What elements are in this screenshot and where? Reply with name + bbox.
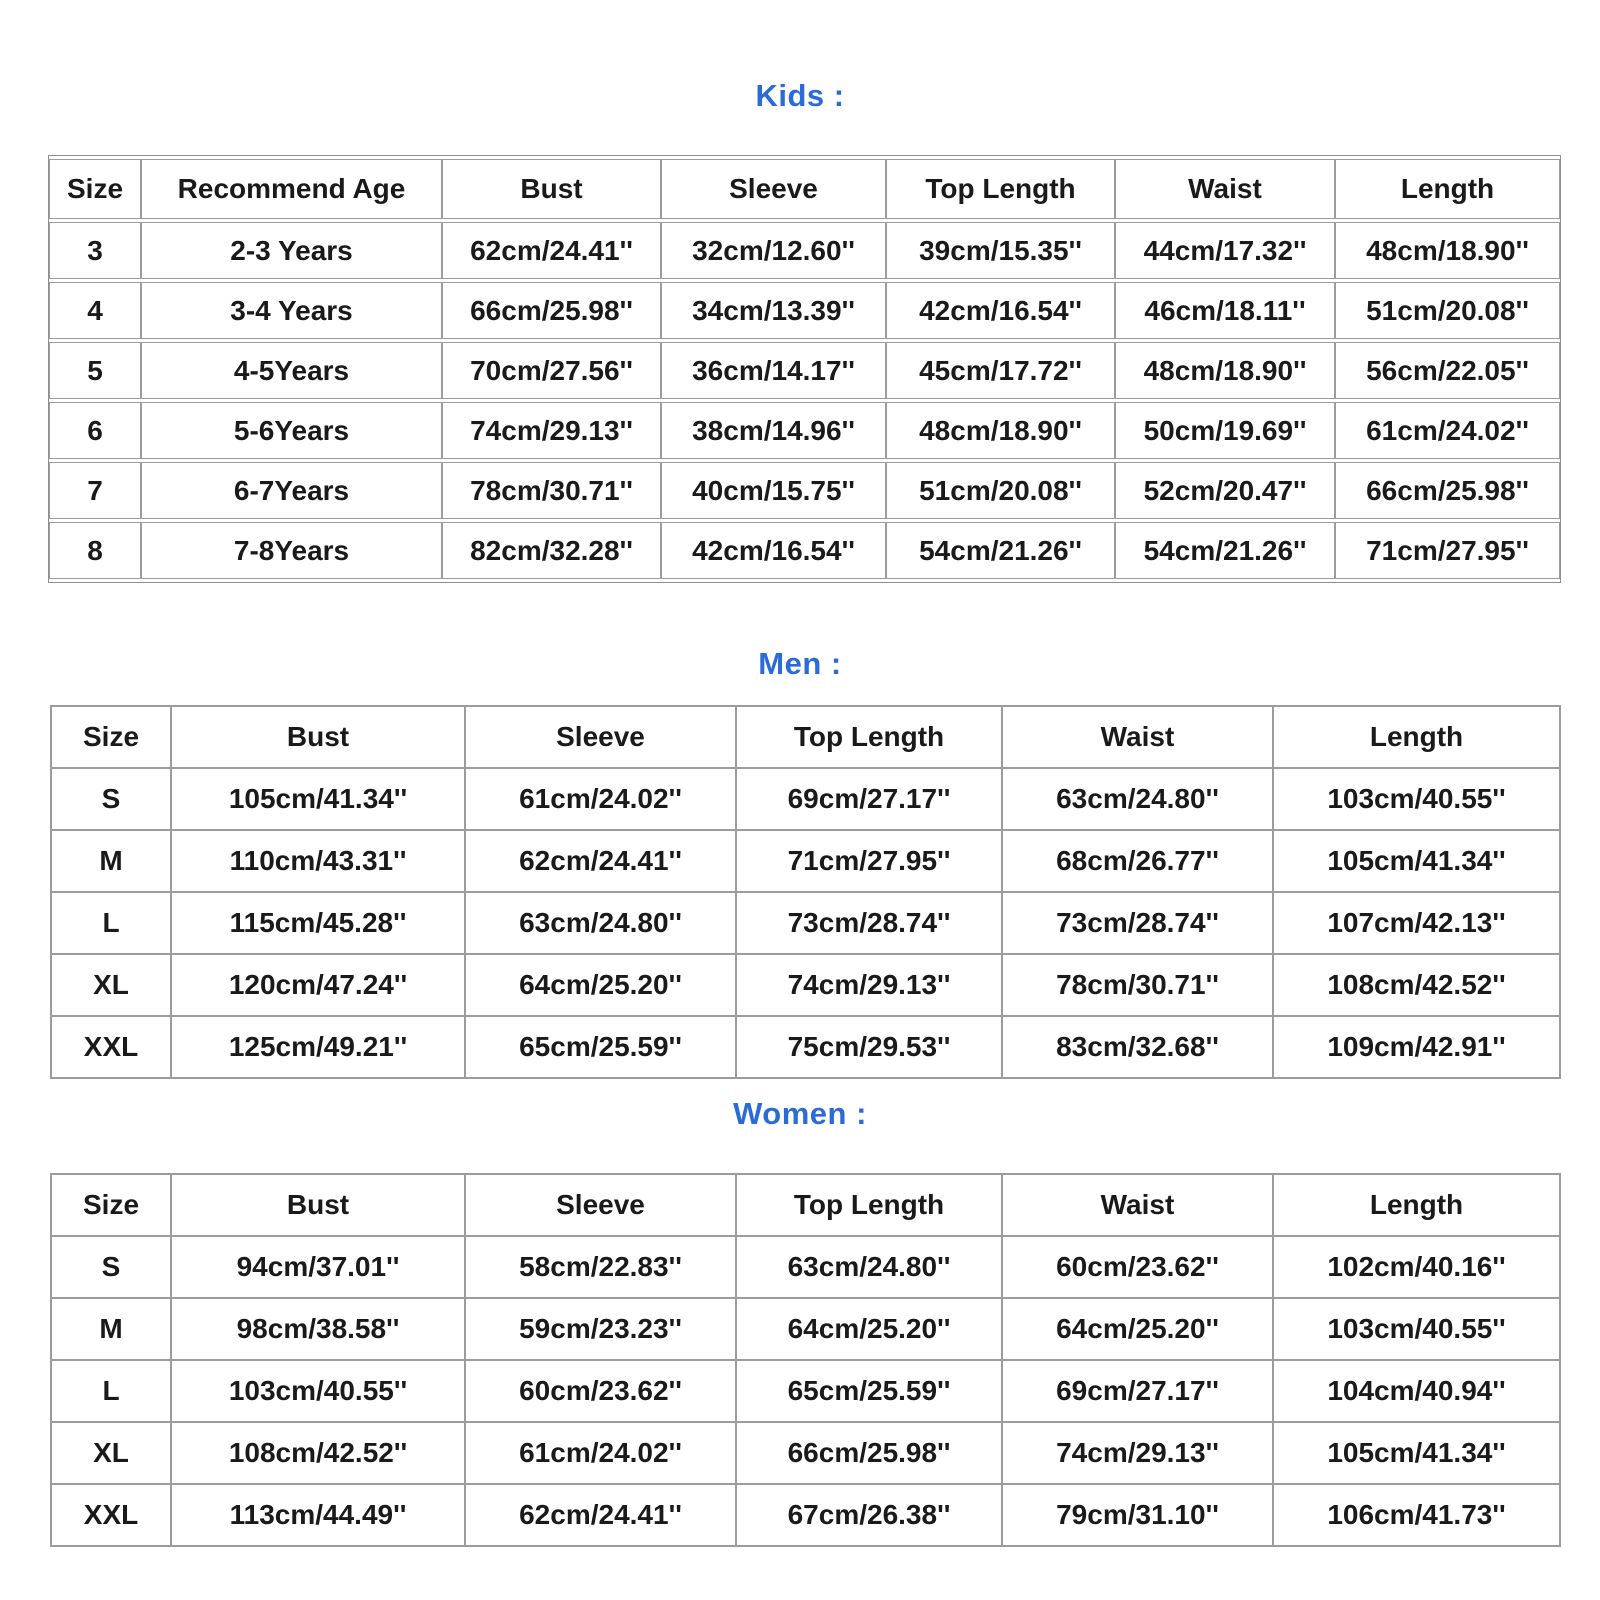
table-row [49,282,1560,339]
age-cell: 7-8Years [141,522,442,579]
measurement-cell: 66cm/25.98'' [1335,462,1560,519]
column-header: Sleeve [465,706,736,768]
measurement-cell: 64cm/25.20'' [736,1298,1002,1360]
size-cell: 4 [49,282,141,339]
size-cell: 3 [49,222,141,279]
measurement-cell: 63cm/24.80'' [465,892,736,954]
measurement-cell: 98cm/38.58'' [171,1298,465,1360]
measurement-cell: 113cm/44.49'' [171,1484,465,1546]
measurement-cell: 74cm/29.13'' [1002,1422,1273,1484]
column-header: Waist [1002,706,1273,768]
section-title-men: Men : [758,646,842,681]
table-row [51,768,1560,830]
column-header: Size [49,159,141,219]
size-cell: M [51,1298,171,1360]
measurement-cell: 60cm/23.62'' [465,1360,736,1422]
measurement-cell: 58cm/22.83'' [465,1236,736,1298]
table-row [49,222,1560,279]
measurement-cell: 74cm/29.13'' [736,954,1002,1016]
table-header-row [51,706,1560,768]
column-header: Top Length [886,159,1115,219]
size-cell: 6 [49,402,141,459]
size-cell: 7 [49,462,141,519]
measurement-cell: 48cm/18.90'' [1335,222,1560,279]
section-title-women: Women : [733,1096,867,1131]
measurement-cell: 83cm/32.68'' [1002,1016,1273,1078]
measurement-cell: 48cm/18.90'' [886,402,1115,459]
measurement-cell: 63cm/24.80'' [1002,768,1273,830]
measurement-cell: 44cm/17.32'' [1115,222,1335,279]
measurement-cell: 56cm/22.05'' [1335,342,1560,399]
measurement-cell: 115cm/45.28'' [171,892,465,954]
age-cell: 6-7Years [141,462,442,519]
age-cell: 5-6Years [141,402,442,459]
column-header: Bust [171,706,465,768]
measurement-cell: 42cm/16.54'' [661,522,886,579]
size-cell: XL [51,954,171,1016]
column-header: Sleeve [465,1174,736,1236]
column-header: Recommend Age [141,159,442,219]
table-row [51,1360,1560,1422]
column-header: Bust [442,159,661,219]
measurement-cell: 52cm/20.47'' [1115,462,1335,519]
measurement-cell: 62cm/24.41'' [465,830,736,892]
measurement-cell: 59cm/23.23'' [465,1298,736,1360]
table-row [49,402,1560,459]
measurement-cell: 36cm/14.17'' [661,342,886,399]
table-row [51,1016,1560,1078]
kids-size-table [48,155,1561,583]
measurement-cell: 62cm/24.41'' [442,222,661,279]
table-row [51,1236,1560,1298]
measurement-cell: 73cm/28.74'' [736,892,1002,954]
measurement-cell: 69cm/27.17'' [736,768,1002,830]
measurement-cell: 106cm/41.73'' [1273,1484,1560,1546]
measurement-cell: 48cm/18.90'' [1115,342,1335,399]
column-header: Waist [1002,1174,1273,1236]
measurement-cell: 78cm/30.71'' [1002,954,1273,1016]
column-header: Length [1273,706,1560,768]
measurement-cell: 103cm/40.55'' [1273,1298,1560,1360]
measurement-cell: 75cm/29.53'' [736,1016,1002,1078]
table-header-row [51,1174,1560,1236]
size-cell: XXL [51,1016,171,1078]
measurement-cell: 125cm/49.21'' [171,1016,465,1078]
measurement-cell: 51cm/20.08'' [1335,282,1560,339]
table-row [49,522,1560,579]
measurement-cell: 45cm/17.72'' [886,342,1115,399]
measurement-cell: 94cm/37.01'' [171,1236,465,1298]
size-cell: S [51,1236,171,1298]
measurement-cell: 34cm/13.39'' [661,282,886,339]
table-header-row [49,159,1560,219]
measurement-cell: 64cm/25.20'' [1002,1298,1273,1360]
men-size-table [50,705,1561,1079]
column-header: Bust [171,1174,465,1236]
measurement-cell: 108cm/42.52'' [1273,954,1560,1016]
measurement-cell: 64cm/25.20'' [465,954,736,1016]
measurement-cell: 67cm/26.38'' [736,1484,1002,1546]
measurement-cell: 60cm/23.62'' [1002,1236,1273,1298]
measurement-cell: 61cm/24.02'' [465,1422,736,1484]
measurement-cell: 103cm/40.55'' [171,1360,465,1422]
column-header: Waist [1115,159,1335,219]
measurement-cell: 42cm/16.54'' [886,282,1115,339]
measurement-cell: 79cm/31.10'' [1002,1484,1273,1546]
size-cell: L [51,892,171,954]
section-title-kids: Kids : [755,78,845,113]
measurement-cell: 103cm/40.55'' [1273,768,1560,830]
measurement-cell: 62cm/24.41'' [465,1484,736,1546]
column-header: Top Length [736,1174,1002,1236]
measurement-cell: 46cm/18.11'' [1115,282,1335,339]
measurement-cell: 71cm/27.95'' [736,830,1002,892]
table-row [49,342,1560,399]
measurement-cell: 65cm/25.59'' [465,1016,736,1078]
column-header: Size [51,1174,171,1236]
measurement-cell: 68cm/26.77'' [1002,830,1273,892]
measurement-cell: 65cm/25.59'' [736,1360,1002,1422]
size-cell: L [51,1360,171,1422]
size-cell: S [51,768,171,830]
measurement-cell: 105cm/41.34'' [171,768,465,830]
measurement-cell: 109cm/42.91'' [1273,1016,1560,1078]
measurement-cell: 102cm/40.16'' [1273,1236,1560,1298]
measurement-cell: 71cm/27.95'' [1335,522,1560,579]
measurement-cell: 40cm/15.75'' [661,462,886,519]
age-cell: 4-5Years [141,342,442,399]
measurement-cell: 63cm/24.80'' [736,1236,1002,1298]
size-cell: XXL [51,1484,171,1546]
column-header: Length [1273,1174,1560,1236]
column-header: Top Length [736,706,1002,768]
measurement-cell: 61cm/24.02'' [465,768,736,830]
measurement-cell: 66cm/25.98'' [736,1422,1002,1484]
table-row [51,1298,1560,1360]
measurement-cell: 54cm/21.26'' [1115,522,1335,579]
measurement-cell: 82cm/32.28'' [442,522,661,579]
measurement-cell: 105cm/41.34'' [1273,1422,1560,1484]
measurement-cell: 74cm/29.13'' [442,402,661,459]
column-header: Length [1335,159,1560,219]
column-header: Size [51,706,171,768]
measurement-cell: 32cm/12.60'' [661,222,886,279]
measurement-cell: 73cm/28.74'' [1002,892,1273,954]
measurement-cell: 78cm/30.71'' [442,462,661,519]
measurement-cell: 107cm/42.13'' [1273,892,1560,954]
measurement-cell: 108cm/42.52'' [171,1422,465,1484]
age-cell: 3-4 Years [141,282,442,339]
age-cell: 2-3 Years [141,222,442,279]
size-cell: 8 [49,522,141,579]
measurement-cell: 70cm/27.56'' [442,342,661,399]
size-cell: M [51,830,171,892]
column-header: Sleeve [661,159,886,219]
size-cell: 5 [49,342,141,399]
measurement-cell: 120cm/47.24'' [171,954,465,1016]
measurement-cell: 54cm/21.26'' [886,522,1115,579]
measurement-cell: 69cm/27.17'' [1002,1360,1273,1422]
measurement-cell: 110cm/43.31'' [171,830,465,892]
measurement-cell: 51cm/20.08'' [886,462,1115,519]
measurement-cell: 61cm/24.02'' [1335,402,1560,459]
measurement-cell: 38cm/14.96'' [661,402,886,459]
table-row [51,1422,1560,1484]
measurement-cell: 39cm/15.35'' [886,222,1115,279]
table-row [49,462,1560,519]
table-row [51,1484,1560,1546]
table-row [51,892,1560,954]
measurement-cell: 50cm/19.69'' [1115,402,1335,459]
table-row [51,830,1560,892]
size-cell: XL [51,1422,171,1484]
measurement-cell: 105cm/41.34'' [1273,830,1560,892]
measurement-cell: 104cm/40.94'' [1273,1360,1560,1422]
women-size-table [50,1173,1561,1547]
measurement-cell: 66cm/25.98'' [442,282,661,339]
table-row [51,954,1560,1016]
